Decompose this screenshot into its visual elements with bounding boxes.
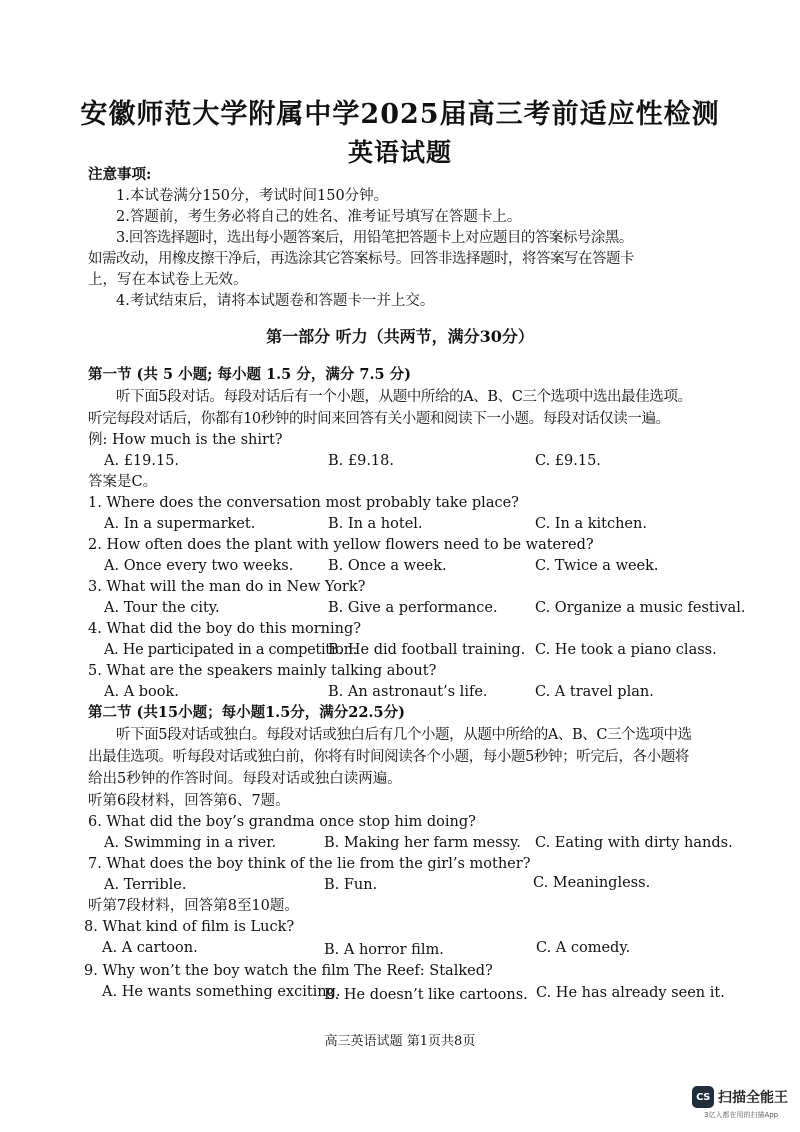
material-note: 听第6段材料，回答第6、7题。 bbox=[88, 793, 290, 809]
question: 2. How often does the plant with yellow flowers need to be watered? bbox=[88, 537, 594, 553]
option-b: B. Fun. bbox=[324, 877, 378, 893]
option-c: C. He took a piano class. bbox=[535, 642, 717, 658]
option-b: B. Give a performance. bbox=[328, 600, 498, 616]
notice-item: 如需改动，用橡皮擦干净后，再选涂其它答案标号。回答非选择题时，将答案写在答题卡 bbox=[88, 251, 634, 267]
notice-heading: 注意事项: bbox=[88, 166, 152, 183]
exam-subtitle: 英语试题 bbox=[347, 138, 452, 167]
camscanner-logo-icon: CS bbox=[692, 1086, 714, 1108]
option-a: A. Tour the city. bbox=[104, 600, 220, 616]
scanner-tagline: 3亿人都在用的扫描App bbox=[704, 1111, 779, 1119]
option-c: C. Meaningless. bbox=[533, 875, 651, 891]
part-heading: 第一部分 听力（共两节，满分30分） bbox=[266, 327, 534, 346]
example-question: 例: How much is the shirt? bbox=[88, 432, 283, 448]
question: 4. What did the boy do this morning? bbox=[88, 621, 362, 637]
question: 7. What does the boy think of the lie from the girl’s mother? bbox=[88, 856, 531, 872]
scanner-app-name: 扫描全能王 bbox=[718, 1090, 788, 1106]
option-c: C. Eating with dirty hands. bbox=[535, 835, 733, 851]
notice-item: 2.答题前，考生务必将自己的姓名、准考证号填写在答题卡上。 bbox=[116, 209, 522, 225]
question: 9. Why won’t the boy watch the film The Reef: Stalked? bbox=[84, 963, 493, 979]
option-a: A. Swimming in a river. bbox=[104, 835, 277, 851]
option-a: A. He wants something exciting. bbox=[102, 984, 341, 1000]
notice-item: 3.回答选择题时，选出每小题答案后，用铅笔把答题卡上对应题目的答案标号涂黑。 bbox=[116, 230, 633, 246]
section-heading: 第一节 (共 5 小题; 每小题 1.5 分，满分 7.5 分) bbox=[88, 366, 411, 383]
option-a: A. Once every two weeks. bbox=[104, 558, 294, 574]
example-option-b: B. £9.18. bbox=[328, 453, 394, 469]
question: 8. What kind of film is Luck? bbox=[84, 919, 295, 935]
option-c: C. Twice a week. bbox=[535, 558, 659, 574]
option-a: A. In a supermarket. bbox=[104, 516, 256, 532]
option-c: C. In a kitchen. bbox=[535, 516, 647, 532]
section-instructions: 听下面5段对话。每段对话后有一个小题，从题中所给的A、B、C三个选项中选出最佳选项。 bbox=[116, 389, 692, 405]
option-a: A. A cartoon. bbox=[102, 940, 198, 956]
question: 6. What did the boy’s grandma once stop him doing? bbox=[88, 814, 476, 830]
option-c: C. A comedy. bbox=[536, 940, 631, 956]
notice-item: 1.本试卷满分150分，考试时间150分钟。 bbox=[116, 188, 389, 204]
section-instructions: 出最佳选项。听每段对话或独白前，你将有时间阅读各个小题，每小题5秒钟；听完后，各小题将 bbox=[88, 749, 690, 765]
page-footer: 高三英语试题 第1页共8页 bbox=[324, 1034, 476, 1049]
section-instructions: 听下面5段对话或独白。每段对话或独白后有几个小题，从题中所给的A、B、C三个选项中选 bbox=[116, 727, 692, 743]
option-a: A. He participated in a competition. bbox=[104, 642, 357, 658]
option-c: C. Organize a music festival. bbox=[535, 600, 746, 616]
section-instructions: 给出5秒钟的作答时间。每段对话或独白读两遍。 bbox=[88, 771, 402, 787]
option-b: B. A horror film. bbox=[324, 942, 444, 958]
question: 1. Where does the conversation most probably take place? bbox=[88, 495, 519, 511]
section-heading: 第二节 (共15小题；每小题1.5分，满分22.5分) bbox=[88, 704, 405, 721]
scanner-watermark bbox=[692, 1086, 788, 1108]
option-b: B. He doesn’t like cartoons. bbox=[324, 987, 528, 1003]
example-answer: 答案是C。 bbox=[88, 474, 158, 490]
section-instructions: 听完每段对话后，你都有10秒钟的时间来回答有关小题和阅读下一小题。每段对话仅读一遍。 bbox=[88, 411, 670, 427]
example-option-c: C. £9.15. bbox=[535, 453, 601, 469]
example-option-a: A. £19.15. bbox=[104, 453, 180, 469]
material-note: 听第7段材料，回答第8至10题。 bbox=[88, 898, 299, 914]
option-b: B. Once a week. bbox=[328, 558, 447, 574]
notice-item: 4.考试结束后，请将本试题卷和答题卡一并上交。 bbox=[116, 293, 435, 309]
question: 3. What will the man do in New York? bbox=[88, 579, 366, 595]
question: 5. What are the speakers mainly talking about? bbox=[88, 663, 437, 679]
option-b: B. In a hotel. bbox=[328, 516, 423, 532]
option-c: C. He has already seen it. bbox=[536, 985, 725, 1001]
option-b: B. An astronaut’s life. bbox=[328, 684, 488, 700]
notice-item: 上，写在本试卷上无效。 bbox=[88, 272, 248, 288]
option-b: B. He did football training. bbox=[328, 642, 526, 658]
option-b: B. Making her farm messy. bbox=[324, 835, 521, 851]
exam-title: 安徽师范大学附属中学2025届高三考前适应性检测 bbox=[80, 99, 720, 130]
option-a: A. A book. bbox=[104, 684, 179, 700]
option-a: A. Terrible. bbox=[104, 877, 187, 893]
option-c: C. A travel plan. bbox=[535, 684, 654, 700]
